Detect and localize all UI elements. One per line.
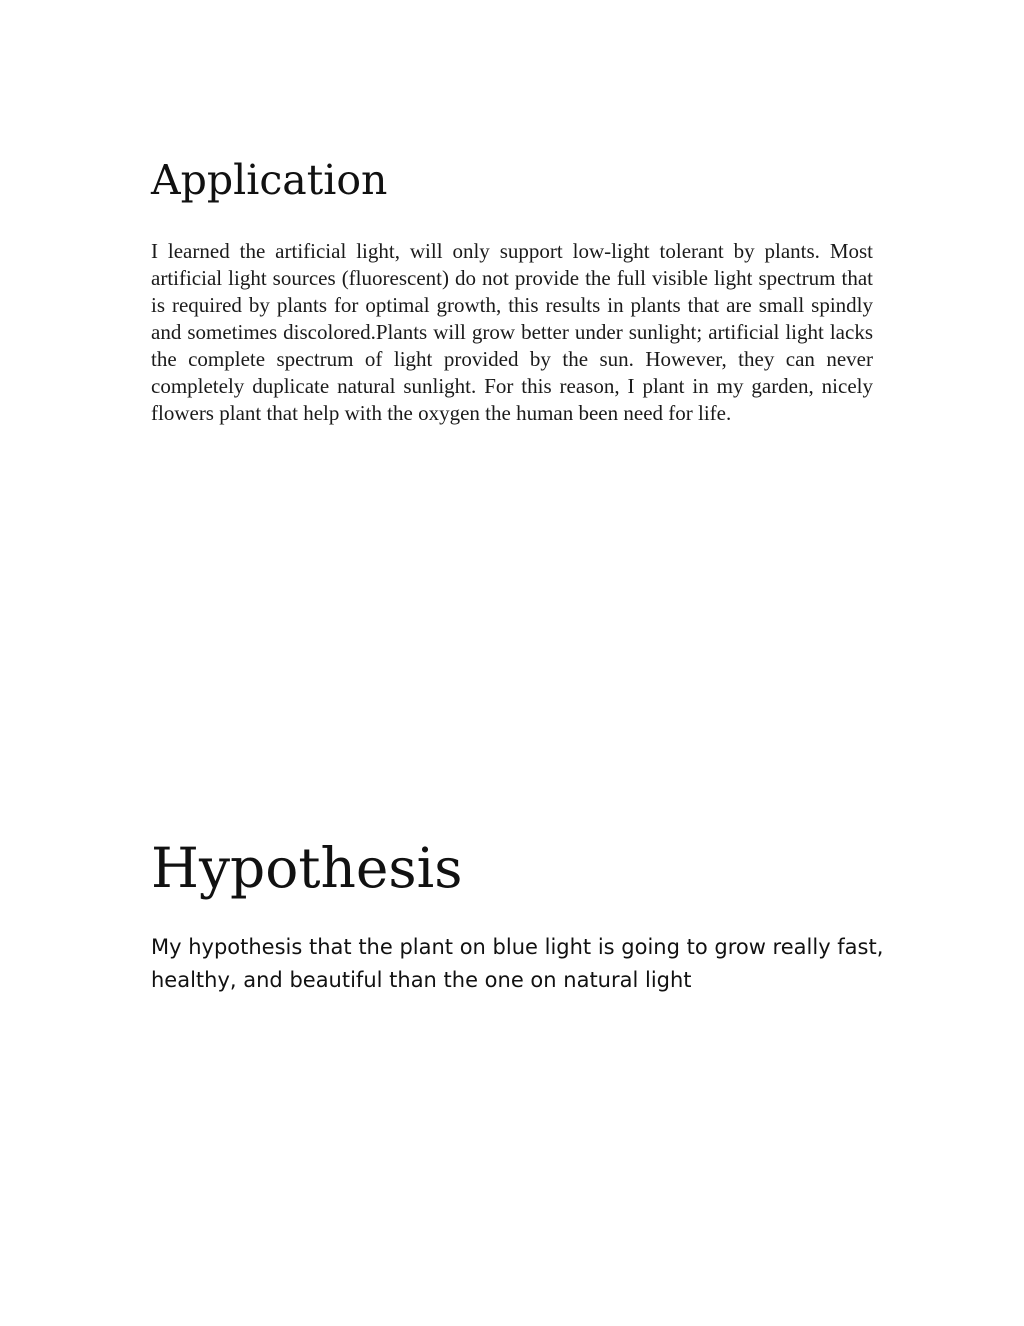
application-paragraph: I learned the artificial light, will only support low-light tolerant by plants. Most artificial light sources (fluorescent) do not provide the full visible light spectrum that is required by plants for optimal growth, this results in plants that are small spindly and sometimes discolored.Plants will grow better under sunlight; artificial light lacks the complete spectrum of light provided by the sun. However, they can never completely duplicate natural sunlight. For this reason, I plant in my garden, nicely flowers plant that help with the oxygen the human been need for life.: [151, 239, 873, 425]
application-heading: Application: [151, 156, 388, 204]
hypothesis-heading: Hypothesis: [151, 836, 463, 900]
hypothesis-paragraph: My hypothesis that the plant on blue light is going to grow really fast, healthy, and beautiful than the one on natural light: [151, 935, 884, 992]
